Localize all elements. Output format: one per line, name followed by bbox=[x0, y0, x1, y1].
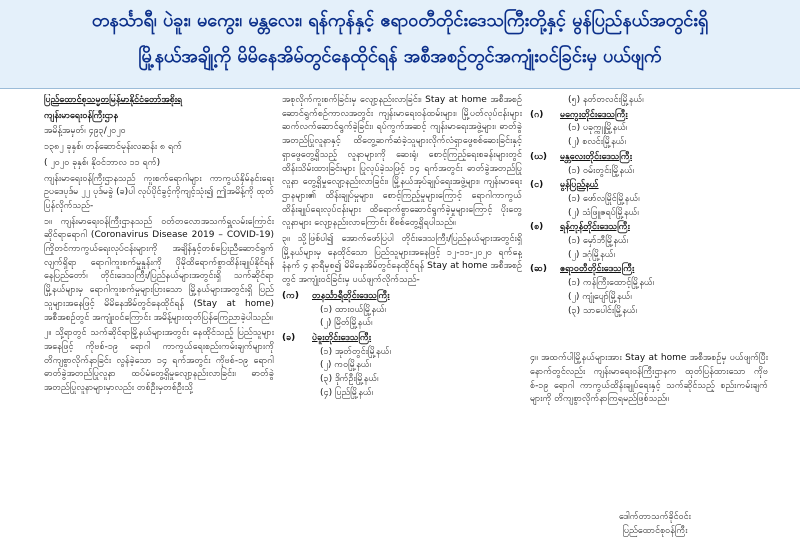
headline-line-1: တနင်္သာရီ၊ ပဲခူး၊ မကွေး၊ မန္တလေး၊ ရန်ကုန်နှင့် ဧရာဝတီတိုင်းဒေသကြီးတို့နှင့် မွန်ပြည်နယ်အတွင်းရှိ bbox=[91, 10, 709, 31]
region-label: (ခ) bbox=[282, 332, 296, 343]
region-title: မန္တလေးတိုင်းဒေသကြီး bbox=[560, 151, 632, 162]
region-heading bbox=[530, 151, 768, 165]
region-section bbox=[282, 290, 522, 331]
township-item: (၃) သာပေါင်းမြို့နယ်၊ bbox=[568, 305, 638, 316]
township-item: (၁) ဝမ်းတွင်းမြို့နယ်၊ bbox=[568, 165, 635, 176]
column-3 bbox=[530, 94, 768, 409]
region-heading bbox=[282, 332, 522, 346]
announcement-header bbox=[0, 0, 800, 89]
region-title: တနင်္သာရီတိုင်းဒေသကြီး bbox=[312, 290, 390, 301]
region-label: (က) bbox=[282, 290, 300, 301]
region-label: (င) bbox=[530, 180, 544, 191]
region-title: မကွေးတိုင်းဒေသကြီး bbox=[560, 109, 628, 120]
township-item: (၂) ဒဂုံမြို့နယ်၊ bbox=[568, 249, 615, 260]
order-date-gregorian: ( ၂၀၂၀ ခုနှစ်၊ နိုဝင်ဘာလ ၁၁ ရက်) bbox=[44, 157, 161, 168]
region-section bbox=[530, 221, 768, 262]
region-section bbox=[530, 151, 768, 178]
region-label: (ဆ) bbox=[530, 264, 547, 275]
township-item: (၂) ကဝမြို့နယ်၊ bbox=[320, 360, 372, 371]
region-label: (ဂ) bbox=[530, 109, 544, 120]
township-item: (၅) နတ်တလင်းမြို့နယ်၊ bbox=[568, 95, 644, 105]
township-item: (၁) ထားဝယ်မြို့နယ်၊ bbox=[320, 304, 387, 315]
township-item: (၂) မြိတ်မြို့နယ်၊ bbox=[320, 318, 373, 329]
region-section bbox=[282, 332, 522, 401]
paragraph-2-cont: အစုလိုက်ကူးစက်ခြင်းမှ လျော့နည်းလာခြင်း၊ Stay at home အစီအစဉ်ဆောင်ရွက်စဉ်ကာလအတွင်း ကျန်းမာရေးဝန်ထမ်းများ၊ မြို့ပတ်လုပ်ငန်းများ ဆက်လက်ဆောင်ရွက်ခဲ့ခြင်း၊ ရပ်ကွက်အဆင့် ကျန်းမာရေးအဖွဲ့များ၊ ဓာတ်ခွဲအတည်ပြုလူနာနှင့် ထိတွေ့ဆက်ဆံခဲ့သူများလိုက်လံရှာဖွေစစ်ဆေးခြင်းနှင့် ရှာဖွေတွေ့ရှိသည့် လူနာများကို ဆေးရုံ၊ စောင့်ကြည့်ရေးစခန်းများတွင် ထိန်းသိမ်းထားခြင်းများ ပြုလုပ်ခဲ့သဖြင့် ၁၄ ရက်အတွင်း ဓာတ်ခွဲအတည်ပြုလူနာ တွေ့ရှိမှုလျော့နည်းလာခြင်း၊ မြို့နယ်အုပ်ချုပ်ရေးအဖွဲ့များ၊ ကျန်းမာရေးဌာနများ၏ ထိန်းချုပ်မှုများ၊ စောင့်ကြည့်မှုများကြောင့် ရောဂါကာကွယ်ထိန်းချုပ်ရေးလုပ်ငန်းများ ထိရောက်စွာဆောင်ရွက်ခဲ့မှုများကြောင့် ပိုးတွေ့လူနာများ လျော့နည်းလာကြောင်း စိစစ်တွေ့ရှိရပါသည်။ bbox=[282, 95, 522, 229]
region-section bbox=[530, 109, 768, 150]
region-section bbox=[530, 263, 768, 318]
region-section bbox=[530, 179, 768, 220]
region-heading bbox=[530, 263, 768, 277]
ministry-name: ကျန်းမာရေးဝန်ကြီးဌာန bbox=[44, 110, 119, 121]
signer-role: ပြည်ထောင်စုဝန်ကြီး bbox=[622, 526, 688, 536]
paragraph-3: ၃။ သို့ဖြစ်ပါ၍ အောက်ဖော်ပြပါ တိုင်းဒေသကြီး/ပြည်နယ်များအတွင်းရှိ မြို့နယ်များမှ နေထိုင်သော ပြည်သူများအနေဖြင့် ၁၂-၁၁-၂၀၂၀ ရက်နေ့ နံနက် ၄ နာရီမှစ၍ မိမိနေအိမ်တွင်နေထိုင်ရန် Stay at home အစီအစဉ်တွင် အကျုံးဝင်ခြင်းမှ ပယ်ဖျက်လိုက်သည်- bbox=[282, 234, 522, 286]
township-item: (၂) သံဖြူဇရပ်မြို့နယ်၊ bbox=[568, 207, 639, 218]
township-item: (၁) အုတ်တွင်းမြို့နယ်၊ bbox=[320, 346, 391, 357]
region-title: ပဲခူးတိုင်းဒေသကြီး bbox=[312, 332, 372, 343]
intro-paragraph: ကျန်းမာရေးဝန်ကြီးဌာနသည် ကူးစက်ရောဂါများ ကာကွယ်နှိမ်နင်းရေး ဥပဒေပုဒ်မ ၂၂ ပုဒ်မခွဲ (ခ)ပါ လုပ်ပိုင်ခွင့်ကိုကျင့်သုံး၍ ဤအမိန့်ကို ထုတ်ပြန်လိုက်သည်- bbox=[44, 173, 274, 211]
region-label: (စ) bbox=[530, 222, 544, 233]
region-list-a bbox=[282, 290, 522, 401]
township-item: (၁) ပခုက္ကူမြို့နယ်၊ bbox=[568, 123, 628, 134]
headline-line-2: မြို့နယ်အချို့ကို မိမိနေအိမ်တွင်နေထိုင်ရန် အစီအစဉ်တွင်အကျုံးဝင်ခြင်းမှ ပယ်ဖျက် bbox=[138, 46, 662, 67]
order-date-myanmar: ၁၃၈၂ ခုနှစ်၊ တန်ဆောင်မုန်းလဆန်း ၈ ရက် bbox=[44, 142, 182, 153]
paragraph-2-start: ၂။ သို့ရာတွင် သက်ဆိုင်ရာမြို့နယ်များအတွင်း နေထိုင်သည့် ပြည်သူများအနေဖြင့် ကိုဗစ်-၁၉ ရောဂါ ကာကွယ်ရေးစည်းကမ်းချက်များကို တိကျစွာလိုက်နာခြင်း လွန်ခဲ့သော ၁၄ ရက်အတွင်း ကိုဗစ်-၁၉ ရောဂါ ဓာတ်ခွဲအတည်ပြုလူနာ ထပ်မံတွေ့ရှိမှုလျော့နည်းလာခြင်း၊ ဓာတ်ခွဲအတည်ပြုလူနာများမှာလည်း တစ်ဦးမှတစ်ဦးသို့ bbox=[44, 328, 274, 394]
township-item: (၁) မှော်ဘီမြို့နယ်၊ bbox=[568, 236, 629, 247]
township-item: (၁) ကန်ကြီးထောင့်မြို့နယ်၊ bbox=[568, 278, 655, 289]
township-item: (၂) ကျုံပျော်မြို့နယ်၊ bbox=[568, 291, 632, 302]
paragraph-4: ၄။ အထက်ပါမြို့နယ်များအား Stay at home အစီအစဉ်မှ ပယ်ဖျက်ပြီးနောက်တွင်လည်း ကျန်းမာရေးဝန်ကြီးဌာနက ထုတ်ပြန်ထားသော ကိုဗစ်-၁၉ ရောဂါ ကာကွယ်ထိန်းချုပ်ရေးနှင့် သက်ဆိုင်သည့် စည်းကမ်းချက်များကို တိကျစွာလိုက်နာကြရမည်ဖြစ်သည်။ bbox=[530, 353, 768, 405]
region-heading bbox=[530, 221, 768, 235]
region-title: ရန်ကုန်တိုင်းဒေသကြီး bbox=[560, 222, 630, 233]
region-title: ဧရာဝတီတိုင်းဒေသကြီး bbox=[560, 264, 635, 275]
region-title: မွန်ပြည်နယ် bbox=[560, 180, 599, 191]
column-2 bbox=[282, 94, 522, 401]
township-item: (၁) ဖော်လမြိုင်မြို့နယ်၊ bbox=[568, 193, 640, 204]
region-list-b bbox=[530, 109, 768, 319]
government-name: ပြည်ထောင်စုသမ္မတမြန်မာနိုင်ငံတော်အစိုးရ bbox=[44, 95, 183, 105]
order-number: အမိန့်အမှတ်၊ ၄၉၃/၂၀၂၀ bbox=[44, 126, 126, 137]
paragraph-1: ၁။ ကျန်းမာရေးဝန်ကြီးဌာနသည် ဝတ်တလောအသက်ရှူလမ်းကြောင်းဆိုင်ရာရောဂါ (Coronavirus Disease 2019 – COVID-19) ကြိုတင်ကာကွယ်ရေးလုပ်ငန်းများကို အချိန်နှင့်တစ်ပြေးညီဆောင်ရွက်လျက်ရှိရာ ရောဂါကူးစက်မှုနှုန်းကို ပိုမိုထိရောက်စွာထိန်းချုပ်နိုင်ရန် နေပြည်တော်၊ တိုင်းဒေသကြီး/ပြည်နယ်များအတွင်းရှိ သက်ဆိုင်ရာ မြို့နယ်များမှ ရောဂါကူးစက်မှုများပြားသော မြို့နယ်များအတွင်းရှိ ပြည်သူများအနေဖြင့် မိမိနေအိမ်တွင်နေထိုင်ရန် (Stay at home) အစီအစဉ်တွင် အကျုံးဝင်ကြောင်း အမိန့်များထုတ်ပြန်ကြေညာခဲ့ပါသည်။ bbox=[44, 216, 274, 323]
signature-block bbox=[590, 510, 720, 538]
region-heading bbox=[282, 290, 522, 304]
column-1 bbox=[44, 94, 274, 398]
township-item: (၃) ဒိုက်ဦးမြို့နယ်၊ bbox=[320, 374, 379, 385]
region-heading bbox=[530, 109, 768, 123]
signer-name: ဒေါက်တာသက်ခိုင်ဝင်း bbox=[619, 512, 691, 522]
region-heading bbox=[530, 179, 768, 193]
township-item: (၄) ပြည်မြို့နယ်၊ bbox=[320, 387, 374, 398]
region-label: (ဃ) bbox=[530, 151, 548, 162]
township-item: (၂) စလင်းမြို့နယ်၊ bbox=[568, 137, 626, 148]
